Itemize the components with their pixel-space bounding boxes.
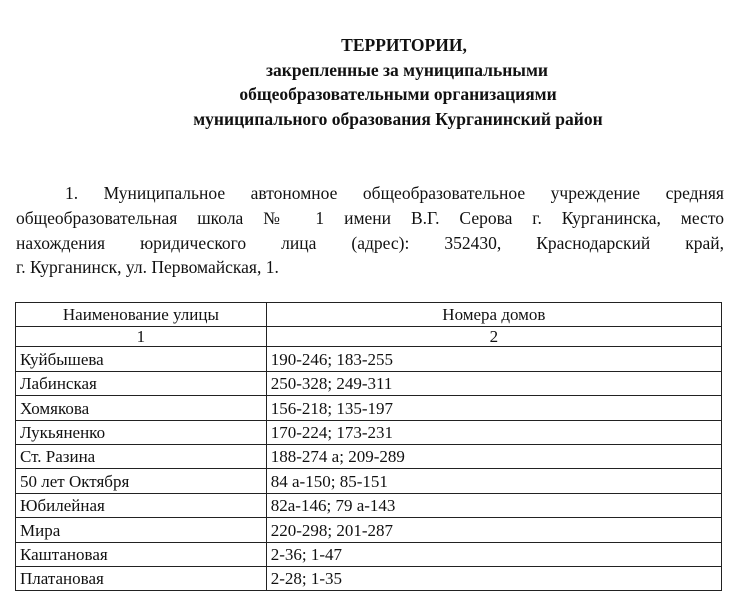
- street-name-cell: Лукьяненко: [16, 420, 267, 444]
- table-row: [16, 493, 722, 517]
- street-name-cell: Мира: [16, 518, 267, 542]
- header-street-name: Наименование улицы: [16, 303, 267, 327]
- table-row: [16, 347, 722, 371]
- table-row: [16, 420, 722, 444]
- street-name-cell: Каштановая: [16, 542, 267, 566]
- table-row: [16, 371, 722, 395]
- title-line-2: общеобразовательными организациями: [239, 84, 557, 104]
- paragraph-line-2: общеобразовательная школа № 1 имени В.Г. Серова г. Курганинска, место: [16, 207, 724, 228]
- paragraph-line-4: г. Курганинск, ул. Первомайская, 1.: [16, 257, 279, 278]
- school-paragraph: [16, 181, 724, 280]
- column-number-1: 1: [16, 327, 267, 347]
- title-main: ТЕРРИТОРИИ,: [341, 35, 467, 55]
- table-row: [16, 444, 722, 468]
- street-name-cell: Юбилейная: [16, 493, 267, 517]
- paragraph-line-1: 1. Муниципальное автономное общеобразовательное учреждение средняя: [65, 183, 724, 203]
- title-line-3: муниципального образования Курганинский район: [193, 108, 603, 129]
- house-numbers-cell: 2-28; 1-35: [266, 566, 721, 590]
- table-row: [16, 542, 722, 566]
- street-name-cell: Платановая: [16, 566, 267, 590]
- house-numbers-cell: 190-246; 183-255: [266, 347, 721, 371]
- street-name-cell: Хомякова: [16, 396, 267, 420]
- house-numbers-cell: 170-224; 173-231: [266, 420, 721, 444]
- column-number-2: 2: [266, 327, 721, 347]
- table-row: [16, 396, 722, 420]
- table-row: [16, 566, 722, 590]
- street-name-cell: 50 лет Октября: [16, 469, 267, 493]
- table-header-row: [16, 303, 722, 327]
- street-name-cell: Куйбышева: [16, 347, 267, 371]
- house-numbers-cell: 188-274 а; 209-289: [266, 444, 721, 468]
- street-name-cell: Ст. Разина: [16, 444, 267, 468]
- house-numbers-cell: 156-218; 135-197: [266, 396, 721, 420]
- house-numbers-cell: 250-328; 249-311: [266, 371, 721, 395]
- house-numbers-cell: 2-36; 1-47: [266, 542, 721, 566]
- streets-table: [15, 302, 722, 591]
- table-row: [16, 518, 722, 542]
- house-numbers-cell: 82а-146; 79 а-143: [266, 493, 721, 517]
- table-row: [16, 469, 722, 493]
- header-house-numbers: Номера домов: [266, 303, 721, 327]
- house-numbers-cell: 220-298; 201-287: [266, 518, 721, 542]
- document-title: [0, 33, 734, 131]
- title-line-1: закрепленные за муниципальными: [266, 59, 548, 80]
- paragraph-line-3: нахождения юридического лица (адрес): 352430, Краснодарский край,: [16, 232, 724, 253]
- house-numbers-cell: 84 а-150; 85-151: [266, 469, 721, 493]
- column-number-row: [16, 327, 722, 347]
- street-name-cell: Лабинская: [16, 371, 267, 395]
